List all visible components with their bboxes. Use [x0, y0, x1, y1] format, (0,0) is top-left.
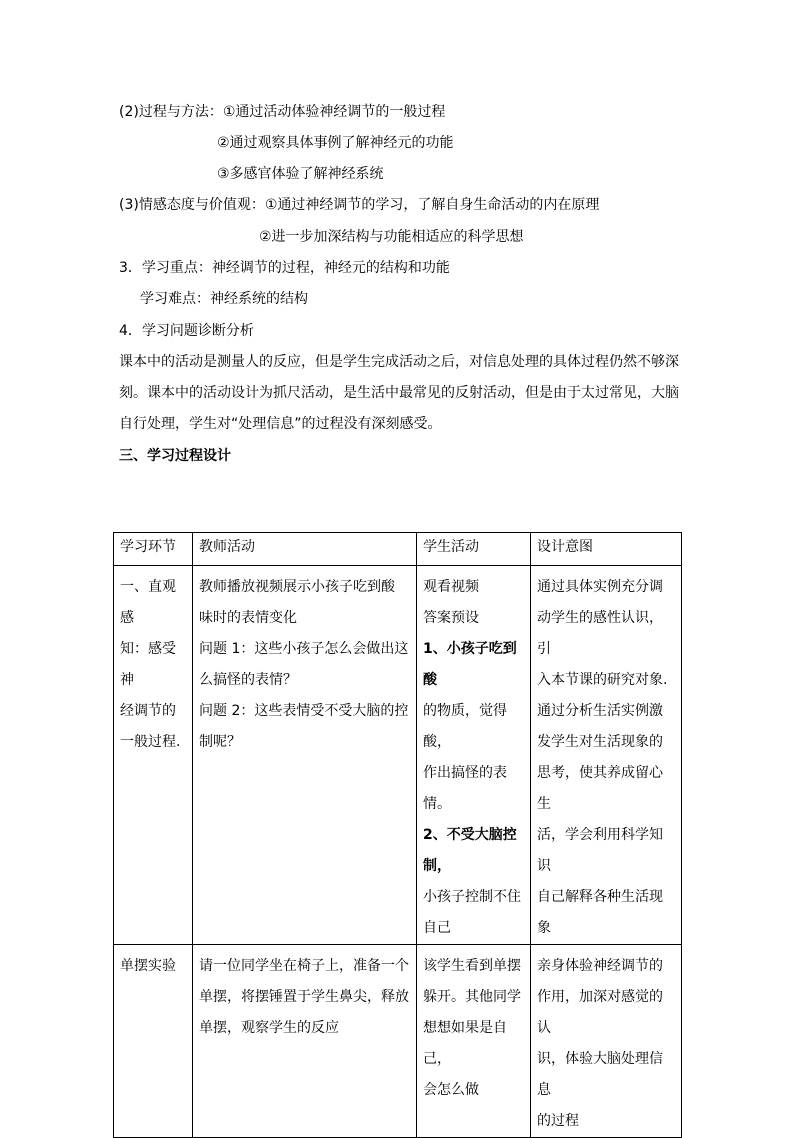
cell-line: 亲身体验神经调节的	[537, 958, 663, 974]
diagnosis-heading: 4．学习问题诊断分析	[119, 323, 254, 339]
cell-line: 1、小孩子吃到酸	[423, 641, 517, 688]
cell-line: 的物质，觉得酸，	[423, 703, 507, 750]
cell-line: 问题 1：这些小孩子怎么会做出这	[199, 641, 409, 657]
cell-line: 象	[537, 920, 551, 936]
learning-difficulty: 学习难点：神经系统的结构	[140, 291, 308, 307]
table-row	[114, 945, 682, 1138]
cell-line: 的过程	[537, 1113, 579, 1129]
cell-line: 一、直观感	[120, 579, 176, 626]
cell-line: 答案预设	[423, 610, 479, 626]
header-intent: 设计意图	[531, 533, 682, 566]
cell-line: 单摆实验	[120, 958, 176, 974]
cell-line: 该学生看到单摆	[423, 958, 521, 974]
learning-process-table	[113, 532, 682, 1138]
diagnosis-line-2: 刻。课本中的活动设计为抓尺活动，是生活中最常见的反射活动，但是由于太过常见，大脑	[119, 385, 679, 401]
intent-cell	[531, 566, 682, 945]
cell-line: 单摆，观察学生的反应	[199, 1020, 339, 1036]
emotion-value-item-1: ①通过神经调节的学习，了解自身生命活动的内在原理	[264, 197, 600, 213]
cell-line: 通过分析生活实例激	[537, 703, 663, 719]
cell-line: 入本节课的研究对象.	[537, 672, 668, 688]
cell-line: 自己	[423, 920, 451, 936]
process-method-item-2: ②通过观察具体事例了解神经元的功能	[217, 135, 454, 151]
cell-line: 问题 2：这些表情受不受大脑的控	[199, 703, 409, 719]
cell-line: 想想如果是自己，	[423, 1020, 507, 1067]
cell-line: 躲开。其他同学	[423, 989, 521, 1005]
section-heading: 三、学习过程设计	[119, 448, 231, 464]
intent-cell	[531, 945, 682, 1138]
cell-line: 一般过程.	[120, 734, 181, 750]
learning-focus: 3．学习重点：神经调节的过程，神经元的结构和功能	[119, 260, 450, 276]
process-method-item-1: ①通过活动体验神经调节的一般过程	[222, 104, 446, 120]
table-header-row	[114, 533, 682, 566]
cell-line: 识，体验大脑处理信息	[537, 1051, 663, 1098]
cell-line: 请一位同学坐在椅子上，准备一个	[199, 958, 409, 974]
process-method-label: (2)过程与方法：	[119, 104, 223, 120]
cell-line: 思考，使其养成留心生	[537, 765, 663, 812]
emotion-value-label: (3)情感态度与价值观：	[119, 197, 265, 213]
cell-line: 观看视频	[423, 579, 479, 595]
header-teacher: 教师活动	[193, 533, 417, 566]
cell-line: 会怎么做	[423, 1082, 479, 1098]
cell-line: 作出搞怪的表情。	[423, 765, 507, 812]
process-method-line	[119, 102, 445, 122]
table-row	[114, 566, 682, 945]
cell-line: 味时的表情变化	[199, 610, 297, 626]
cell-line: 发学生对生活现象的	[537, 734, 663, 750]
cell-line: 通过具体实例充分调	[537, 579, 663, 595]
cell-line: 知：感受神	[120, 641, 176, 688]
cell-line: 单摆，将摆锤置于学生鼻尖，释放	[199, 989, 409, 1005]
process-method-item-3: ③多感官体验了解神经系统	[217, 166, 384, 182]
cell-line: 么搞怪的表情？	[199, 672, 297, 688]
student-cell	[417, 945, 531, 1138]
stage-cell	[114, 945, 193, 1138]
header-student: 学生活动	[417, 533, 531, 566]
emotion-value-item-2: ②进一步加深结构与功能相适应的科学思想	[259, 229, 524, 245]
cell-line: 小孩子控制不住	[423, 889, 521, 905]
cell-line: 动学生的感性认识，引	[537, 610, 663, 657]
teacher-cell	[193, 566, 417, 945]
emotion-value-line	[119, 195, 599, 215]
cell-line: 2、不受大脑控制，	[423, 827, 517, 874]
student-cell	[417, 566, 531, 945]
cell-line: 活，学会利用科学知识	[537, 827, 663, 874]
cell-line: 教师播放视频展示小孩子吃到酸	[199, 579, 395, 595]
stage-cell	[114, 566, 193, 945]
cell-line: 作用，加深对感觉的认	[537, 989, 663, 1036]
header-stage: 学习环节	[114, 533, 193, 566]
cell-line: 经调节的	[120, 703, 176, 719]
teacher-cell	[193, 945, 417, 1138]
diagnosis-line-3: 自行处理，学生对“处理信息”的过程没有深刻感受。	[119, 416, 442, 432]
cell-line: 自己解释各种生活现	[537, 889, 663, 905]
diagnosis-line-1: 课本中的活动是测量人的反应，但是学生完成活动之后，对信息处理的具体过程仍然不够深	[119, 354, 679, 370]
cell-line: 制呢？	[199, 734, 241, 750]
